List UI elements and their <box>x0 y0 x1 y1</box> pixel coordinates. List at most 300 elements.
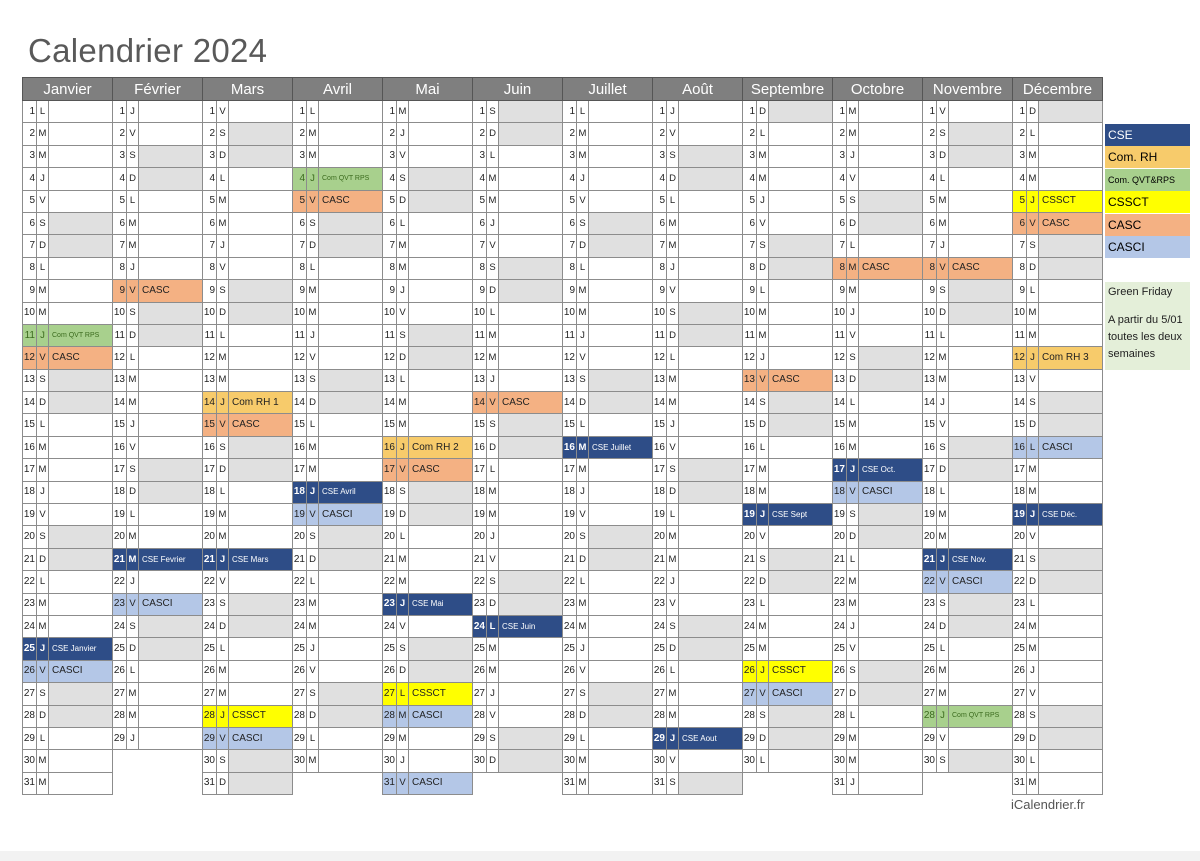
day-row <box>23 683 1103 705</box>
day-number: 20 <box>113 526 127 548</box>
day-cell <box>949 504 1013 526</box>
event-cell: CASCI <box>229 727 293 749</box>
day-cell <box>589 257 653 279</box>
day-letter: V <box>577 504 589 526</box>
day-number: 15 <box>563 414 577 436</box>
day-cell <box>769 727 833 749</box>
day-number: 22 <box>383 571 397 593</box>
day-letter: L <box>847 705 859 727</box>
day-number: 27 <box>743 683 757 705</box>
day-number: 11 <box>563 324 577 346</box>
day-number: 12 <box>833 347 847 369</box>
day-number: 11 <box>383 324 397 346</box>
day-number: 26 <box>293 660 307 682</box>
day-number: 15 <box>923 414 937 436</box>
day-letter: D <box>667 638 679 660</box>
day-cell <box>769 571 833 593</box>
day-number: 2 <box>113 123 127 145</box>
day-letter: M <box>757 459 769 481</box>
day-number: 20 <box>293 526 307 548</box>
day-number: 7 <box>23 235 37 257</box>
event-cell: CASC <box>139 280 203 302</box>
day-cell <box>499 593 563 615</box>
day-number: 27 <box>293 683 307 705</box>
day-letter: M <box>577 123 589 145</box>
day-letter: V <box>397 615 409 637</box>
day-number: 27 <box>653 683 667 705</box>
day-number: 18 <box>383 481 397 503</box>
day-number: 30 <box>563 750 577 772</box>
legend-item: Com. RH <box>1105 146 1190 168</box>
day-number: 10 <box>23 302 37 324</box>
day-letter: M <box>847 414 859 436</box>
day-letter: D <box>487 123 499 145</box>
day-letter: V <box>847 638 859 660</box>
day-number: 5 <box>113 190 127 212</box>
event-cell: CASC <box>229 414 293 436</box>
day-number: 19 <box>203 504 217 526</box>
day-cell <box>859 369 923 391</box>
day-number: 16 <box>923 436 937 458</box>
day-number: 19 <box>1013 504 1027 526</box>
day-letter: S <box>757 235 769 257</box>
day-letter: D <box>37 392 49 414</box>
day-cell <box>679 414 743 436</box>
day-letter: J <box>1027 347 1039 369</box>
day-letter: M <box>1027 638 1039 660</box>
day-cell <box>229 638 293 660</box>
day-cell <box>859 660 923 682</box>
day-cell <box>139 123 203 145</box>
day-number: 19 <box>473 504 487 526</box>
day-cell <box>859 571 923 593</box>
day-cell <box>409 280 473 302</box>
day-letter: V <box>847 168 859 190</box>
day-letter: S <box>847 347 859 369</box>
day-letter: M <box>307 302 319 324</box>
day-cell <box>409 638 473 660</box>
day-cell <box>409 615 473 637</box>
day-letter: D <box>847 683 859 705</box>
day-number: 29 <box>833 727 847 749</box>
day-cell <box>949 638 1013 660</box>
day-number: 16 <box>383 436 397 458</box>
day-number: 7 <box>113 235 127 257</box>
day-cell <box>769 548 833 570</box>
day-letter: D <box>307 392 319 414</box>
day-letter: S <box>847 504 859 526</box>
event-cell: CSE Nov. <box>949 548 1013 570</box>
event-cell: CASCI <box>949 571 1013 593</box>
day-letter: S <box>127 145 139 167</box>
day-letter: M <box>937 683 949 705</box>
day-number: 14 <box>203 392 217 414</box>
day-letter: L <box>397 212 409 234</box>
day-letter: S <box>397 638 409 660</box>
day-letter: V <box>577 660 589 682</box>
day-letter: L <box>757 593 769 615</box>
day-letter: L <box>847 235 859 257</box>
day-cell <box>679 168 743 190</box>
day-number: 11 <box>23 324 37 346</box>
day-letter: S <box>757 705 769 727</box>
day-number: 12 <box>113 347 127 369</box>
day-letter: L <box>307 414 319 436</box>
day-number: 23 <box>923 593 937 615</box>
day-letter: V <box>217 414 229 436</box>
day-number: 16 <box>563 436 577 458</box>
day-cell <box>319 750 383 772</box>
day-number: 16 <box>113 436 127 458</box>
day-cell <box>589 324 653 346</box>
day-number: 7 <box>923 235 937 257</box>
day-letter: J <box>307 481 319 503</box>
day-number: 6 <box>293 212 307 234</box>
day-letter: D <box>37 235 49 257</box>
day-letter: J <box>217 705 229 727</box>
day-cell <box>49 123 113 145</box>
day-number: 14 <box>383 392 397 414</box>
day-letter: M <box>757 168 769 190</box>
day-letter: M <box>37 772 49 794</box>
day-number: 3 <box>203 145 217 167</box>
day-letter: J <box>487 369 499 391</box>
day-number: 2 <box>653 123 667 145</box>
day-cell <box>229 526 293 548</box>
day-cell <box>229 123 293 145</box>
day-number: 3 <box>923 145 937 167</box>
day-letter: L <box>37 571 49 593</box>
day-letter: V <box>667 593 679 615</box>
day-letter: D <box>577 548 589 570</box>
day-letter: L <box>1027 593 1039 615</box>
day-cell <box>319 638 383 660</box>
day-cell <box>679 660 743 682</box>
day-letter: M <box>397 257 409 279</box>
day-letter: S <box>307 683 319 705</box>
day-number: 4 <box>203 168 217 190</box>
day-number: 8 <box>563 257 577 279</box>
day-letter: V <box>1027 369 1039 391</box>
day-letter: S <box>667 615 679 637</box>
day-number: 14 <box>113 392 127 414</box>
day-cell <box>499 414 563 436</box>
day-cell <box>319 414 383 436</box>
day-cell <box>859 526 923 548</box>
day-cell <box>859 727 923 749</box>
event-cell: CSSCT <box>409 683 473 705</box>
day-letter: V <box>37 190 49 212</box>
day-letter: J <box>397 436 409 458</box>
day-cell <box>679 302 743 324</box>
day-letter: D <box>37 705 49 727</box>
day-letter: L <box>577 257 589 279</box>
day-letter: J <box>397 280 409 302</box>
day-letter: J <box>847 459 859 481</box>
day-cell <box>769 101 833 123</box>
day-number: 10 <box>293 302 307 324</box>
day-letter: M <box>397 727 409 749</box>
day-cell <box>409 571 473 593</box>
day-letter: J <box>757 190 769 212</box>
legend-item: Com. QVT&RPS <box>1105 169 1190 191</box>
day-number: 9 <box>23 280 37 302</box>
event-cell: CSSCT <box>229 705 293 727</box>
event-cell: CASC <box>319 190 383 212</box>
day-number: 6 <box>653 212 667 234</box>
day-letter: S <box>37 526 49 548</box>
day-cell <box>139 190 203 212</box>
day-cell <box>769 123 833 145</box>
day-number: 15 <box>293 414 307 436</box>
day-cell <box>679 190 743 212</box>
event-cell: CSE Juillet <box>589 436 653 458</box>
day-number: 5 <box>23 190 37 212</box>
day-number: 10 <box>113 302 127 324</box>
day-letter: S <box>127 302 139 324</box>
day-cell <box>139 145 203 167</box>
day-letter: V <box>757 683 769 705</box>
green-friday-note <box>1105 282 1190 370</box>
day-cell <box>139 257 203 279</box>
day-number: 15 <box>203 414 217 436</box>
day-letter: D <box>307 705 319 727</box>
day-letter: M <box>937 190 949 212</box>
day-letter: L <box>397 369 409 391</box>
day-row <box>23 414 1103 436</box>
day-number: 25 <box>563 638 577 660</box>
day-number: 25 <box>473 638 487 660</box>
day-cell <box>499 638 563 660</box>
day-cell <box>949 660 1013 682</box>
day-cell <box>769 145 833 167</box>
day-number: 20 <box>923 526 937 548</box>
day-letter: D <box>667 481 679 503</box>
day-cell <box>769 481 833 503</box>
day-cell <box>859 168 923 190</box>
day-number: 8 <box>203 257 217 279</box>
day-letter: J <box>937 705 949 727</box>
day-cell <box>589 145 653 167</box>
day-cell <box>679 683 743 705</box>
day-number: 8 <box>1013 257 1027 279</box>
day-number: 11 <box>113 324 127 346</box>
day-number: 7 <box>653 235 667 257</box>
day-cell <box>229 436 293 458</box>
day-number: 21 <box>473 548 487 570</box>
day-row <box>23 302 1103 324</box>
day-letter: D <box>307 235 319 257</box>
day-letter: S <box>397 324 409 346</box>
day-cell <box>499 347 563 369</box>
day-cell <box>229 772 293 794</box>
day-letter: L <box>847 548 859 570</box>
day-number: 27 <box>833 683 847 705</box>
day-number: 15 <box>653 414 667 436</box>
day-number: 17 <box>293 459 307 481</box>
day-number: 13 <box>1013 369 1027 391</box>
day-cell <box>859 212 923 234</box>
day-letter: J <box>397 593 409 615</box>
day-number: 9 <box>383 280 397 302</box>
day-number: 30 <box>1013 750 1027 772</box>
empty-cell <box>113 772 203 794</box>
day-number: 19 <box>833 504 847 526</box>
day-number: 6 <box>113 212 127 234</box>
day-letter: J <box>847 772 859 794</box>
day-letter: V <box>217 727 229 749</box>
day-cell <box>499 257 563 279</box>
day-letter: D <box>487 280 499 302</box>
day-letter: V <box>307 347 319 369</box>
day-letter: D <box>397 660 409 682</box>
day-letter: J <box>667 414 679 436</box>
event-cell: CASC <box>499 392 563 414</box>
day-number: 26 <box>473 660 487 682</box>
day-cell <box>769 593 833 615</box>
day-letter: J <box>217 392 229 414</box>
day-cell <box>49 302 113 324</box>
day-number: 17 <box>743 459 757 481</box>
day-number: 9 <box>833 280 847 302</box>
day-letter: D <box>847 212 859 234</box>
event-cell: Com QVT RPS <box>949 705 1013 727</box>
event-cell: CSE Juin <box>499 615 563 637</box>
day-number: 24 <box>473 615 487 637</box>
day-letter: L <box>307 727 319 749</box>
day-cell <box>1039 101 1103 123</box>
day-letter: L <box>127 190 139 212</box>
day-letter: V <box>397 145 409 167</box>
day-number: 5 <box>1013 190 1027 212</box>
day-letter: S <box>667 772 679 794</box>
day-cell <box>49 548 113 570</box>
day-letter: L <box>937 481 949 503</box>
day-number: 10 <box>473 302 487 324</box>
day-cell <box>589 347 653 369</box>
day-letter: L <box>307 571 319 593</box>
day-number: 17 <box>563 459 577 481</box>
day-number: 4 <box>23 168 37 190</box>
day-number: 19 <box>923 504 937 526</box>
day-number: 21 <box>23 548 37 570</box>
day-cell <box>589 615 653 637</box>
day-letter: M <box>577 459 589 481</box>
day-number: 10 <box>383 302 397 324</box>
day-cell <box>679 369 743 391</box>
day-cell <box>49 392 113 414</box>
day-letter: M <box>757 638 769 660</box>
day-letter: M <box>307 750 319 772</box>
day-number: 11 <box>1013 324 1027 346</box>
day-cell <box>1039 369 1103 391</box>
day-letter: M <box>1027 772 1039 794</box>
day-cell <box>409 168 473 190</box>
day-number: 12 <box>563 347 577 369</box>
day-cell <box>679 548 743 570</box>
day-cell <box>589 280 653 302</box>
page-title: Calendrier 2024 <box>28 32 268 69</box>
day-letter: V <box>667 280 679 302</box>
event-cell: CASCI <box>1039 436 1103 458</box>
day-row <box>23 660 1103 682</box>
day-letter: V <box>487 235 499 257</box>
day-number: 1 <box>383 101 397 123</box>
day-letter: D <box>1027 571 1039 593</box>
day-number: 6 <box>833 212 847 234</box>
day-cell <box>319 526 383 548</box>
day-cell <box>589 571 653 593</box>
day-cell <box>679 638 743 660</box>
day-row <box>23 257 1103 279</box>
day-number: 1 <box>743 101 757 123</box>
day-letter: S <box>667 459 679 481</box>
day-number: 17 <box>473 459 487 481</box>
day-letter: J <box>937 392 949 414</box>
day-letter: L <box>667 660 679 682</box>
day-letter: S <box>217 593 229 615</box>
day-cell <box>499 727 563 749</box>
day-cell <box>589 369 653 391</box>
day-cell <box>589 212 653 234</box>
event-cell: Com QVT RPS <box>49 324 113 346</box>
day-number: 19 <box>293 504 307 526</box>
day-cell <box>679 750 743 772</box>
day-letter: M <box>127 392 139 414</box>
day-number: 4 <box>653 168 667 190</box>
day-letter: M <box>937 369 949 391</box>
day-cell <box>409 347 473 369</box>
day-number: 13 <box>923 369 937 391</box>
day-number: 12 <box>473 347 487 369</box>
day-letter: S <box>127 459 139 481</box>
day-number: 27 <box>1013 683 1027 705</box>
day-letter: V <box>1027 212 1039 234</box>
day-letter: D <box>127 638 139 660</box>
day-number: 14 <box>473 392 487 414</box>
day-letter: S <box>1027 235 1039 257</box>
day-letter: M <box>397 235 409 257</box>
day-cell <box>679 347 743 369</box>
day-number: 26 <box>203 660 217 682</box>
day-letter: V <box>667 123 679 145</box>
day-number: 7 <box>833 235 847 257</box>
day-cell <box>139 727 203 749</box>
day-number: 15 <box>383 414 397 436</box>
day-number: 2 <box>383 123 397 145</box>
day-number: 11 <box>653 324 667 346</box>
day-number: 10 <box>743 302 757 324</box>
day-letter: L <box>1027 123 1039 145</box>
day-cell <box>679 571 743 593</box>
day-letter: D <box>937 302 949 324</box>
day-number: 23 <box>743 593 757 615</box>
day-number: 16 <box>833 436 847 458</box>
day-number: 24 <box>1013 615 1027 637</box>
day-cell <box>1039 593 1103 615</box>
day-number: 31 <box>563 772 577 794</box>
day-number: 20 <box>563 526 577 548</box>
day-number: 13 <box>203 369 217 391</box>
day-number: 8 <box>113 257 127 279</box>
day-number: 12 <box>383 347 397 369</box>
event-cell: CSE Mai <box>409 593 473 615</box>
day-cell <box>49 369 113 391</box>
event-cell: Com QVT RPS <box>319 168 383 190</box>
day-row <box>23 392 1103 414</box>
day-letter: M <box>937 660 949 682</box>
day-number: 23 <box>473 593 487 615</box>
